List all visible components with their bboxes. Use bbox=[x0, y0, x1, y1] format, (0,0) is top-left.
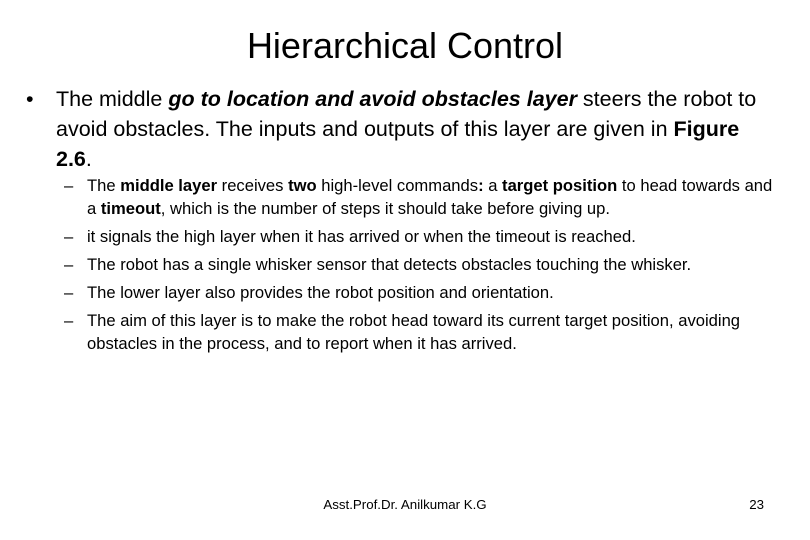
sub-bullet-text: it signals the high layer when it has arrived or when the timeout is reached. bbox=[87, 227, 636, 246]
main-bullet-layer-name: go to location and avoid obstacles layer bbox=[168, 87, 577, 111]
sub-bullet-text: receives bbox=[217, 176, 289, 195]
page-number: 23 bbox=[749, 497, 764, 512]
slide-title: Hierarchical Control bbox=[246, 25, 564, 66]
main-bullet bbox=[26, 84, 776, 174]
sub-bullet-text: The aim of this layer is to make the robot head toward its current target position, avoiding obstacles in the process, and to report when it has arrived. bbox=[87, 311, 741, 353]
bullet-dot-icon: • bbox=[26, 87, 34, 111]
sub-bullet-text: a bbox=[483, 176, 503, 195]
sub-bullet-list bbox=[64, 174, 777, 360]
dash-icon: – bbox=[64, 227, 74, 246]
main-bullet-text-3: . bbox=[85, 147, 92, 171]
dash-icon: – bbox=[64, 176, 74, 195]
sub-bullet-text: to head towards and a bbox=[87, 176, 773, 218]
sub-bullet-item bbox=[64, 281, 777, 304]
dash-icon: – bbox=[64, 283, 74, 302]
sub-bullet-text: high-level commands bbox=[316, 176, 479, 195]
sub-bullet-text: The robot has a single whisker sensor that detects obstacles touching the whisker. bbox=[87, 255, 692, 274]
sub-bullet-text: The lower layer also provides the robot position and orientation. bbox=[87, 283, 554, 302]
figure-reference: Figure 2.6 bbox=[56, 117, 740, 171]
sub-bullet-item bbox=[64, 225, 777, 248]
sub-bullet-bold: two bbox=[288, 176, 317, 195]
sub-bullet-item bbox=[64, 174, 777, 220]
dash-icon: – bbox=[64, 255, 74, 274]
main-bullet-text-1: The middle bbox=[56, 87, 169, 111]
main-bullet-text-2: steers the robot to avoid obstacles. The inputs and outputs of this layer are given in bbox=[56, 87, 757, 141]
sub-bullet-text: , which is the number of steps it should take before giving up. bbox=[160, 199, 610, 218]
sub-bullet-bold: timeout bbox=[100, 199, 161, 218]
sub-bullet-text: The bbox=[87, 176, 121, 195]
sub-bullet-item bbox=[64, 253, 777, 276]
dash-icon: – bbox=[64, 311, 74, 330]
sub-bullet-bold: : bbox=[478, 176, 484, 195]
sub-bullet-bold: target position bbox=[502, 176, 618, 195]
sub-bullet-bold: middle layer bbox=[120, 176, 218, 195]
sub-bullet-item bbox=[64, 309, 777, 355]
footer-author: Asst.Prof.Dr. Anilkumar K.G bbox=[323, 497, 487, 512]
